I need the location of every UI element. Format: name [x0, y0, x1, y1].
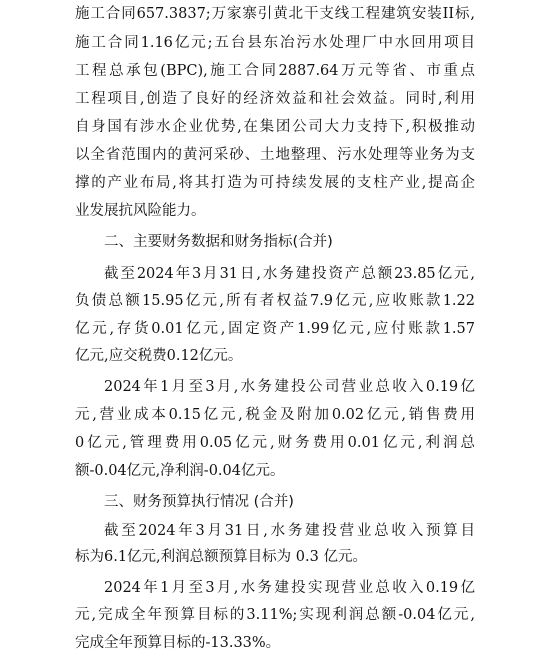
paragraph-line: 负债总额15.95亿元,所有者权益7.9亿元,应收账款1.22	[75, 293, 475, 309]
section-heading: 二、主要财务数据和财务指标(合并)	[104, 234, 333, 250]
paragraph-line: 额-0.04亿元,净利润-0.04亿元。	[75, 463, 285, 479]
paragraph-line: 标为6.1亿元,利润总额预算目标为 0.3 亿元。	[75, 549, 367, 565]
paragraph-line: 亿元,存货0.01亿元,固定资产1.99亿元,应付账款1.57	[75, 321, 475, 337]
paragraph-line: 元,营业成本0.15亿元,税金及附加0.02亿元,销售费用	[75, 407, 475, 423]
paragraph-line: 亿元,应交税费0.12亿元。	[75, 348, 243, 364]
paragraph-line: 以全省范围内的黄河采砂、土地整理、污水处理等业务为支	[75, 147, 475, 163]
paragraph-line: 截至2024年3月31日,水务建投营业总收入预算目	[104, 523, 475, 539]
paragraph-line: 施工合同657.3837;万家寨引黄北干支线工程建筑安装II标,	[75, 6, 475, 22]
paragraph-line: 施工合同1.16亿元;五台县东冶污水处理厂中水回用项目	[75, 35, 475, 51]
paragraph-line: 完成全年预算目标的-13.33%。	[75, 635, 281, 651]
paragraph-line: 2024年1月至3月,水务建投公司营业总收入0.19亿	[104, 379, 475, 395]
paragraph-line: 2024年1月至3月,水务建投实现营业总收入0.19亿	[104, 580, 475, 596]
paragraph-line: 工程总承包(BPC),施工合同2887.64万元等省、市重点	[75, 63, 475, 79]
paragraph-line: 业发展抗风险能力。	[75, 203, 206, 219]
section-heading: 三、财务预算执行情况 (合并)	[104, 494, 294, 510]
paragraph-line: 工程项目,创造了良好的经济效益和社会效益。同时,利用	[75, 91, 475, 107]
paragraph-line: 自身国有涉水企业优势,在集团公司大力支持下,积极推动	[75, 119, 475, 135]
paragraph-line: 截至2024年3月31日,水务建投资产总额23.85亿元,	[104, 266, 475, 282]
paragraph-line: 0亿元,管理费用0.05亿元,财务费用0.01亿元,利润总	[75, 435, 475, 451]
paragraph-line: 撑的产业布局,将其打造为可持续发展的支柱产业,提高企	[75, 175, 475, 191]
paragraph-line: 元,完成全年预算目标的3.11%;实现利润总额-0.04亿元,	[75, 607, 475, 623]
